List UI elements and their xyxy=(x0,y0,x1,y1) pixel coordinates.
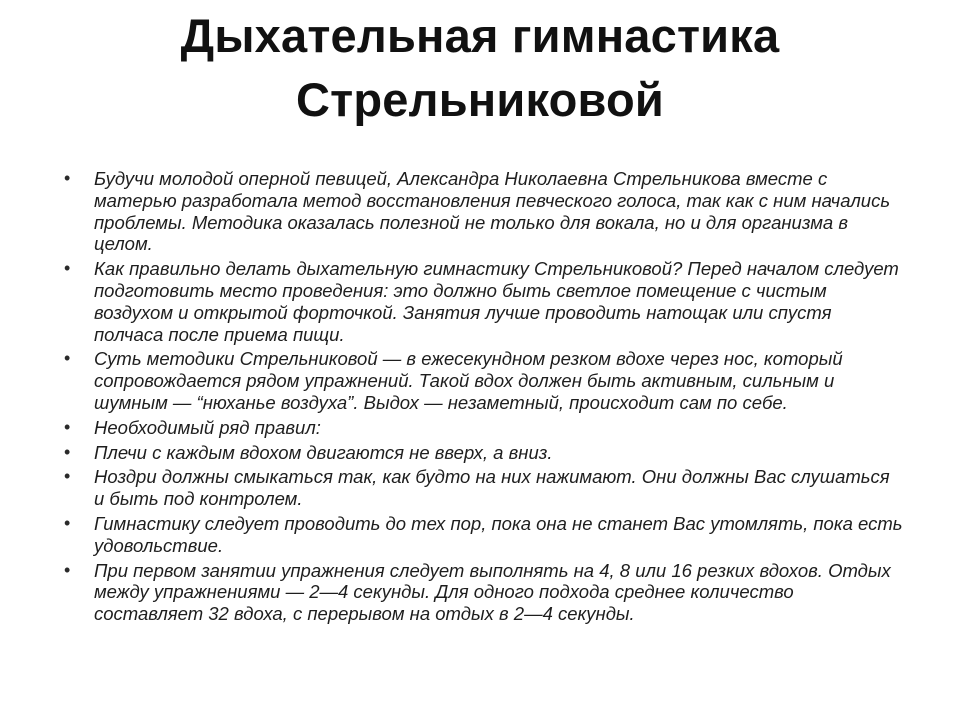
title-line-2: Стрельниковой xyxy=(296,73,664,126)
bullet-item xyxy=(64,466,904,510)
bullet-item xyxy=(64,348,904,413)
bullet-item xyxy=(64,560,904,625)
bullet-list xyxy=(64,168,904,628)
bullet-text: Как правильно делать дыхательную гимнастику Стрельниковой? Перед началом следует подготовить место проведения: это должно быть светлое помещение с чистым воздухом и открытой форточкой. Занятия лучше проводить натощак или спустя полчаса после приема пищи. xyxy=(94,258,899,345)
title-line-1: Дыхательная гимнастика xyxy=(180,9,780,62)
bullet-item xyxy=(64,442,904,464)
bullet-icon: • xyxy=(64,466,71,487)
bullet-icon: • xyxy=(64,441,71,462)
bullet-item xyxy=(64,417,904,439)
bullet-text: Суть методики Стрельниковой — в ежесекундном резком вдохе через нос, который сопровождается рядом упражнений. Такой вдох должен быть активным, сильным и шумным — “нюханье воздуха”. Выдох — незаметный, происходит сам по себе. xyxy=(94,348,843,413)
bullet-icon: • xyxy=(64,168,71,188)
bullet-item xyxy=(64,168,904,255)
bullet-item xyxy=(64,258,904,345)
bullet-icon: • xyxy=(64,416,71,437)
bullet-text: Необходимый ряд правил: xyxy=(94,416,321,438)
bullet-text: Плечи с каждым вдохом двигаются не вверх, а вниз. xyxy=(94,441,553,463)
bullet-item xyxy=(64,513,904,557)
bullet-text: При первом занятии упражнения следует выполнять на 4, 8 или 16 резких вдохов. Отдых между упражнениями — 2—4 секунды. Для одного подхода среднее количество составляет 32 вдоха, с перерывом на отдых в 2—4 секунды. xyxy=(94,559,891,625)
bullet-icon: • xyxy=(64,348,71,369)
bullet-text: Будучи молодой оперной певицей, Александра Николаевна Стрельникова вместе с матерью разработала метод восстановления певческого голоса, так как с ним начались проблемы. Методика оказалась полезной не только для вокала, но и для организма в целом. xyxy=(94,168,891,255)
slide-title xyxy=(0,4,960,132)
bullet-icon: • xyxy=(64,559,71,580)
bullet-icon: • xyxy=(64,512,71,533)
bullet-text: Ноздри должны смыкаться так, как будто на них нажимают. Они должны Вас слушаться и быть под контролем. xyxy=(94,466,890,510)
bullet-text: Гимнастику следует проводить до тех пор, пока она не станет Вас утомлять, пока есть удовольствие. xyxy=(94,512,903,556)
bullet-icon: • xyxy=(64,258,71,279)
